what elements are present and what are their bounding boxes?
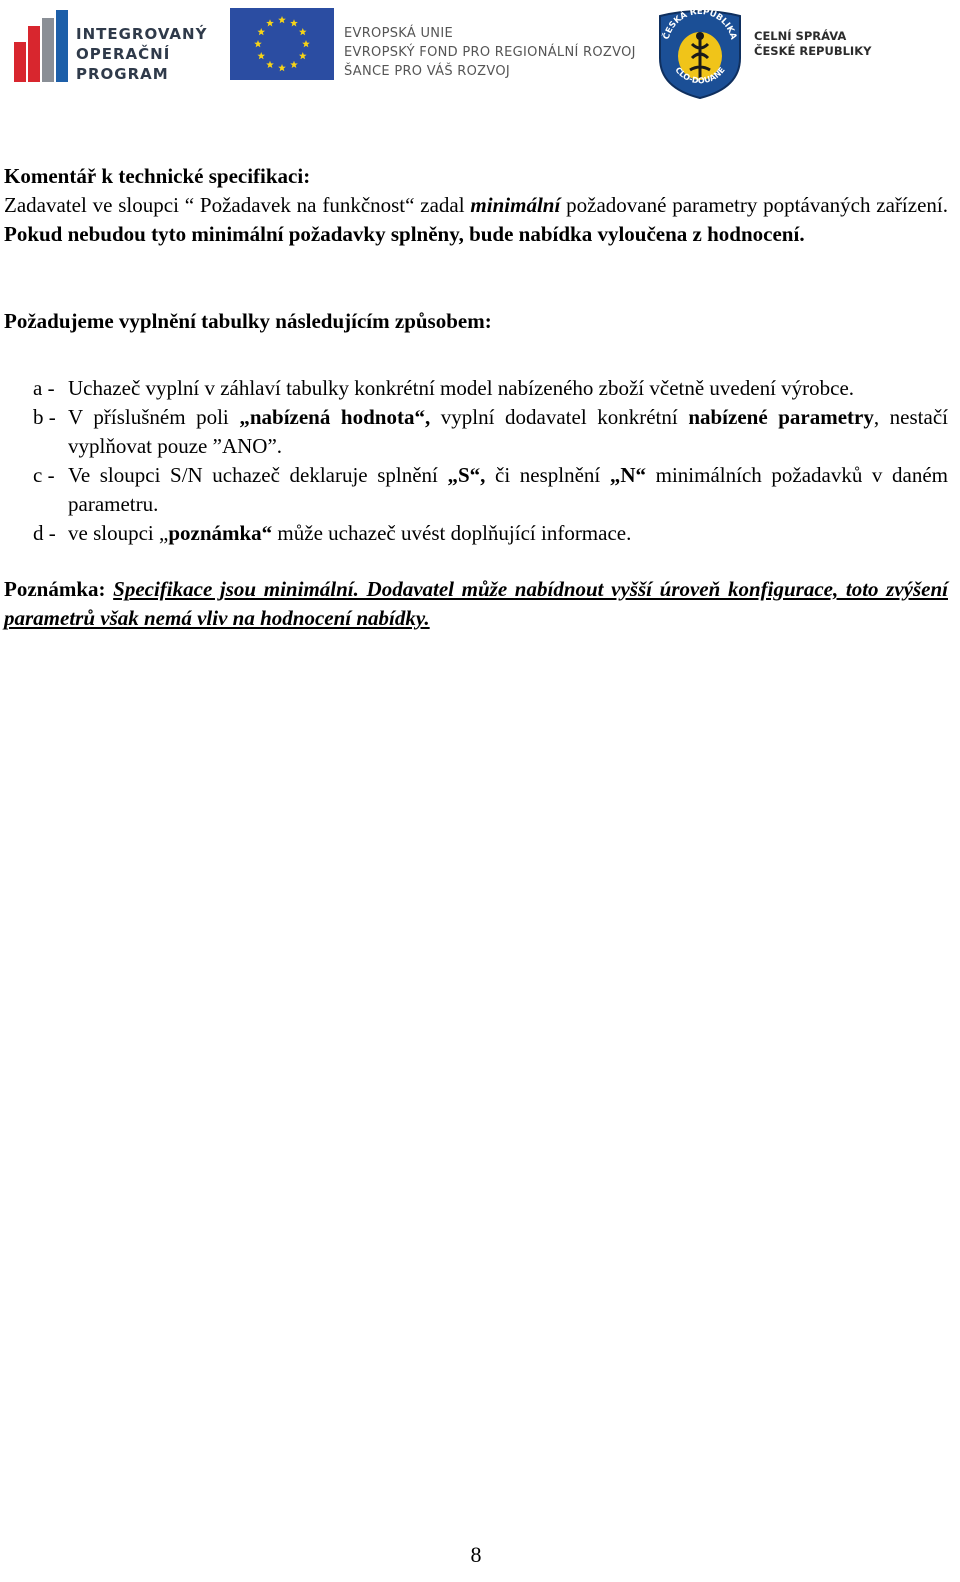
instructions-heading: Požadujeme vyplnění tabulky následujícím způsobem: [4, 309, 492, 333]
instructions-list [4, 374, 948, 548]
comment-paragraph: Zadavatel ve sloupci “ Požadavek na funkčnost“ zadal minimální požadované parametry poptávaných zařízení. Pokud nebudou tyto minimální požadavky splněny, bude nabídka vyloučena z hodnocení. [4, 193, 948, 246]
customs-crest-icon [654, 6, 746, 100]
customs-logo-text: CELNÍ SPRÁVA ČESKÉ REPUBLIKY [754, 29, 872, 58]
document-body [4, 162, 948, 633]
note-label: Poznámka: [4, 577, 106, 601]
note-paragraph [4, 575, 948, 633]
iop-logo [14, 10, 208, 83]
page-number: 8 [470, 1542, 482, 1567]
svg-text:ČESKÁ REPUBLIKA: ČESKÁ REPUBLIKA [661, 6, 739, 41]
eu-flag-icon [230, 8, 334, 80]
svg-text:CLO-DOUANE: CLO-DOUANE [673, 65, 727, 86]
note-text: Specifikace jsou minimální. Dodavatel může nabídnout vyšší úroveň konfigurace, toto zvýšení parametrů však nemá vliv na hodnocení nabídky. [4, 577, 948, 630]
list-item: a - Uchazeč vyplní v záhlaví tabulky konkrétní model nabízeného zboží včetně uvedení výrobce. [33, 376, 855, 400]
header-logos [0, 0, 960, 110]
iop-logo-text: INTEGROVANÝ OPERAČNÍ PROGRAM [76, 25, 208, 83]
iop-bars-icon [14, 10, 70, 82]
comment-heading: Komentář k technické specifikaci: [4, 164, 311, 188]
list-item: c - Ve sloupci S/N uchazeč deklaruje splnění „S“, či nesplnění „N“ minimálních požadavků v daném parametru. [33, 463, 949, 516]
list-item: b - V příslušném poli „nabízená hodnota“, vyplní dodavatel konkrétní nabízené parametry, nestačí vyplňovat pouze ”ANO”. [33, 405, 948, 458]
eu-logo-text: EVROPSKÁ UNIE EVROPSKÝ FOND PRO REGIONÁLNÍ ROZVOJ ŠANCE PRO VÁŠ ROZVOJ [344, 26, 636, 79]
list-item: d - ve sloupci „poznámka“ může uchazeč uvést doplňující informace. [33, 521, 632, 545]
